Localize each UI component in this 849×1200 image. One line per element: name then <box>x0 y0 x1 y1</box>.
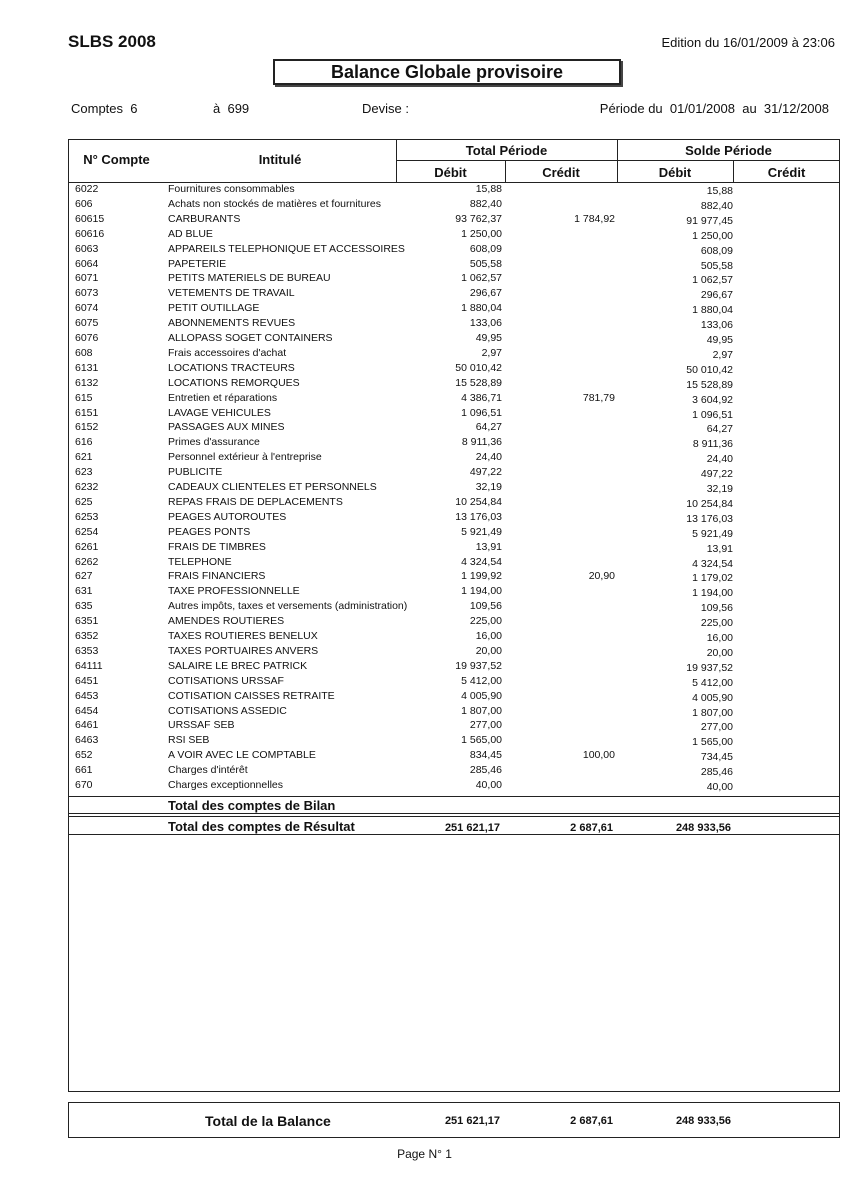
col-header-solde-periode: Solde Période <box>685 143 772 158</box>
account-label: Personnel extérieur à l'entreprise <box>168 451 322 464</box>
col-header-sp-credit: Crédit <box>767 165 806 180</box>
solde-debit: 225,00 <box>700 617 733 630</box>
solde-debit: 1 194,00 <box>692 587 733 600</box>
total-debit: 1 096,51 <box>461 406 502 419</box>
solde-debit: 91 977,45 <box>686 214 733 227</box>
account-label: TAXES PORTUAIRES ANVERS <box>168 644 319 657</box>
solde-debit: 5 921,49 <box>692 527 733 540</box>
solde-debit: 15 528,89 <box>686 378 733 391</box>
table-row <box>69 749 841 764</box>
balance-table <box>68 139 840 1092</box>
account-label: CADEAUX CLIENTELES ET PERSONNELS <box>168 481 377 493</box>
comptes-to-label: à <box>213 101 221 116</box>
account-number: 6451 <box>75 674 99 687</box>
solde-debit: 1 062,57 <box>692 274 733 287</box>
solde-debit: 16,00 <box>706 632 733 644</box>
solde-debit: 10 254,84 <box>686 497 733 510</box>
account-label: URSSAF SEB <box>168 719 235 732</box>
account-label: PETITS MATERIELS DE BUREAU <box>168 272 331 285</box>
account-label: APPAREILS TELEPHONIQUE ET ACCESSOIRES <box>168 242 405 255</box>
devise-label: Devise : <box>362 101 409 116</box>
account-number: 608 <box>75 346 93 359</box>
solde-debit: 1 179,02 <box>692 572 733 585</box>
account-number: 625 <box>75 495 93 508</box>
account-label: Achats non stockés de matières et fournitures <box>168 197 382 210</box>
solde-debit: 13 176,03 <box>686 512 733 525</box>
total-debit: 93 762,37 <box>455 212 502 225</box>
total-credit: 781,79 <box>582 391 615 404</box>
total-debit: 133,06 <box>469 317 502 330</box>
table-row <box>69 764 841 779</box>
resultat-bottom-line <box>69 834 840 835</box>
col-header-num: N° Compte <box>83 152 150 167</box>
solde-debit: 32,19 <box>706 483 733 495</box>
total-debit: 10 254,84 <box>455 495 502 508</box>
solde-debit: 5 412,00 <box>692 676 733 689</box>
account-label: PAPETERIE <box>168 257 227 270</box>
comptes-range-to <box>213 101 249 116</box>
total-balance-label: Total de la Balance <box>205 1113 331 1129</box>
account-label: COTISATIONS URSSAF <box>168 674 284 687</box>
col-header-sp-debit: Débit <box>658 165 692 180</box>
total-debit: 2,97 <box>481 346 502 359</box>
account-label: PEAGES PONTS <box>168 525 251 538</box>
table-row <box>69 228 841 243</box>
table-row <box>69 287 841 302</box>
periode-from: 01/01/2008 <box>669 101 735 116</box>
solde-debit: 608,09 <box>700 244 733 257</box>
account-number: 6253 <box>75 510 99 523</box>
table-row <box>69 511 841 526</box>
account-number: 6353 <box>75 644 99 657</box>
account-number: 661 <box>75 764 93 777</box>
account-number: 6254 <box>75 525 99 538</box>
account-label: Autres impôts, taxes et versements (administration) <box>168 600 408 613</box>
solde-debit: 497,22 <box>700 468 733 481</box>
account-label: ALLOPASS SOGET CONTAINERS <box>168 332 333 344</box>
solde-debit: 285,46 <box>700 766 733 779</box>
comptes-to: 699 <box>227 101 250 116</box>
total-debit: 505,58 <box>469 257 502 270</box>
table-row <box>69 213 841 228</box>
account-number: 6022 <box>75 183 99 195</box>
solde-debit: 1 250,00 <box>692 229 733 242</box>
account-label: VETEMENTS DE TRAVAIL <box>168 287 295 300</box>
solde-debit: 40,00 <box>706 781 733 793</box>
total-debit: 1 807,00 <box>461 704 502 717</box>
account-number: 6071 <box>75 272 99 285</box>
account-label: RSI SEB <box>168 734 210 747</box>
table-row <box>69 734 841 749</box>
solde-debit: 24,40 <box>706 453 733 466</box>
body-bottom-line <box>69 796 840 797</box>
solde-debit: 882,40 <box>700 199 733 212</box>
periode-label: Période du <box>599 101 663 116</box>
account-number: 6461 <box>75 719 99 732</box>
total-debit: 13,91 <box>475 540 502 553</box>
page-number: Page N° 1 <box>397 1147 452 1161</box>
table-row <box>69 615 841 630</box>
solde-debit: 1 565,00 <box>692 736 733 749</box>
account-label: PETIT OUTILLAGE <box>168 302 260 315</box>
total-debit: 1 250,00 <box>461 227 502 240</box>
solde-debit: 296,67 <box>700 289 733 302</box>
account-number: 6073 <box>75 287 99 300</box>
table-row <box>69 272 841 287</box>
account-number: 60616 <box>75 227 105 240</box>
solde-debit: 109,56 <box>700 602 733 615</box>
table-row <box>69 570 841 585</box>
table-row <box>69 407 841 422</box>
table-row <box>69 451 841 466</box>
table-row <box>69 585 841 600</box>
account-number: 60615 <box>75 212 105 225</box>
total-balance-debit: 251 621,17 <box>444 1115 500 1127</box>
total-balance-box <box>68 1102 840 1138</box>
solde-debit: 277,00 <box>700 721 733 734</box>
table-row <box>69 779 841 794</box>
table-row <box>69 719 841 734</box>
account-label: LAVAGE VEHICULES <box>168 406 271 419</box>
account-label: PASSAGES AUX MINES <box>168 421 285 434</box>
header-divider <box>396 160 840 161</box>
total-resultat-solde-debit: 248 933,56 <box>675 822 731 834</box>
account-label: FRAIS DE TIMBRES <box>168 540 266 553</box>
total-debit: 608,09 <box>469 242 502 255</box>
total-resultat-label: Total des comptes de Résultat <box>168 819 355 834</box>
col-header-tp-credit: Crédit <box>542 165 580 180</box>
table-row <box>69 302 841 317</box>
account-number: 6453 <box>75 689 99 702</box>
total-balance-solde-debit: 248 933,56 <box>675 1115 731 1127</box>
table-row <box>69 600 841 615</box>
table-row <box>69 481 841 496</box>
account-label: LOCATIONS REMORQUES <box>168 376 300 389</box>
total-debit: 19 937,52 <box>455 659 502 672</box>
account-label: LOCATIONS TRACTEURS <box>168 361 295 374</box>
table-row <box>69 705 841 720</box>
solde-debit: 49,95 <box>706 334 733 346</box>
account-label: TAXE PROFESSIONNELLE <box>168 585 300 598</box>
table-row <box>69 392 841 407</box>
total-credit: 20,90 <box>588 570 615 583</box>
table-row <box>69 377 841 392</box>
total-debit: 24,40 <box>475 451 502 464</box>
col-header-total-periode: Total Période <box>465 143 548 158</box>
col-header-tp-debit: Débit <box>434 165 467 180</box>
account-number: 621 <box>75 451 93 464</box>
total-debit: 296,67 <box>469 287 502 300</box>
account-number: 6063 <box>75 242 99 255</box>
resultat-top-line <box>69 816 840 817</box>
account-label: Frais accessoires d'achat <box>168 346 287 359</box>
col-header-intitule: Intitulé <box>258 152 302 167</box>
account-label: REPAS FRAIS DE DEPLACEMENTS <box>168 495 343 508</box>
table-row <box>69 421 841 436</box>
total-debit: 882,40 <box>469 197 502 210</box>
account-label: COTISATION CAISSES RETRAITE <box>168 689 335 702</box>
table-row <box>69 660 841 675</box>
comptes-from: 6 <box>130 101 138 116</box>
comptes-label: Comptes <box>71 101 124 116</box>
account-number: 623 <box>75 466 93 479</box>
account-number: 6151 <box>75 406 99 419</box>
account-number: 616 <box>75 436 93 449</box>
total-debit: 277,00 <box>469 719 502 732</box>
total-debit: 8 911,36 <box>461 436 502 449</box>
account-number: 627 <box>75 570 93 583</box>
table-row <box>69 258 841 273</box>
table-row <box>69 332 841 347</box>
account-number: 6261 <box>75 540 99 553</box>
total-debit: 4 386,71 <box>461 391 502 404</box>
solde-debit: 50 010,42 <box>686 363 733 376</box>
total-debit: 5 412,00 <box>461 674 502 687</box>
solde-debit: 734,45 <box>700 751 733 764</box>
total-debit: 834,45 <box>469 749 502 762</box>
table-row <box>69 198 841 213</box>
solde-debit: 8 911,36 <box>692 438 733 451</box>
edition-date: Edition du 16/01/2009 à 23:06 <box>661 35 835 50</box>
account-number: 6132 <box>75 376 99 389</box>
account-label: PEAGES AUTOROUTES <box>168 510 287 523</box>
table-row <box>69 690 841 705</box>
account-number: 6074 <box>75 302 99 315</box>
solde-debit: 133,06 <box>700 319 733 332</box>
total-bilan-label: Total des comptes de Bilan <box>168 798 336 813</box>
solde-debit: 1 807,00 <box>692 706 733 719</box>
total-debit: 4 324,54 <box>461 555 502 568</box>
table-row <box>69 645 841 660</box>
account-number: 6463 <box>75 734 99 747</box>
periode-au: au <box>742 101 757 116</box>
table-row <box>69 556 841 571</box>
total-debit: 1 565,00 <box>461 734 502 747</box>
total-credit: 1 784,92 <box>574 212 615 225</box>
account-label: Charges exceptionnelles <box>168 779 283 791</box>
account-number: 6454 <box>75 704 99 717</box>
total-debit: 40,00 <box>475 779 502 791</box>
account-number: 6262 <box>75 555 99 568</box>
account-number: 652 <box>75 749 93 762</box>
table-row <box>69 183 841 198</box>
total-debit: 15,88 <box>475 183 502 195</box>
periode <box>600 101 829 116</box>
account-label: Fournitures consommables <box>168 183 295 195</box>
table-row <box>69 362 841 377</box>
account-number: 6131 <box>75 361 99 374</box>
account-number: 670 <box>75 779 93 791</box>
total-debit: 225,00 <box>469 615 502 628</box>
account-label: FRAIS FINANCIERS <box>168 570 266 583</box>
total-debit: 13 176,03 <box>455 510 502 523</box>
total-resultat-debit: 251 621,17 <box>444 822 500 834</box>
total-debit: 20,00 <box>475 644 502 657</box>
solde-debit: 13,91 <box>706 542 733 555</box>
account-label: COTISATIONS ASSEDIC <box>168 704 287 717</box>
account-label: Entretien et réparations <box>168 391 278 404</box>
table-row <box>69 317 841 332</box>
total-debit: 1 194,00 <box>461 585 502 598</box>
account-label: CARBURANTS <box>168 212 241 225</box>
total-debit: 1 199,92 <box>461 570 502 583</box>
table-row <box>69 436 841 451</box>
total-debit: 32,19 <box>475 481 502 493</box>
total-debit: 5 921,49 <box>461 525 502 538</box>
report-title: Balance Globale provisoire <box>273 59 621 85</box>
account-label: PUBLICITE <box>168 466 223 479</box>
total-debit: 109,56 <box>469 600 502 613</box>
account-number: 606 <box>75 197 93 210</box>
table-row <box>69 466 841 481</box>
solde-debit: 2,97 <box>712 348 733 361</box>
account-label: Charges d'intérêt <box>168 764 248 777</box>
solde-debit: 505,58 <box>700 259 733 272</box>
account-number: 6351 <box>75 615 99 628</box>
account-label: ABONNEMENTS REVUES <box>168 317 296 330</box>
total-debit: 16,00 <box>475 630 502 642</box>
account-number: 615 <box>75 391 93 404</box>
solde-debit: 4 324,54 <box>692 557 733 570</box>
account-label: A VOIR AVEC LE COMPTABLE <box>168 749 316 762</box>
table-row <box>69 496 841 511</box>
solde-debit: 64,27 <box>706 423 733 436</box>
account-number: 631 <box>75 585 93 598</box>
total-debit: 4 005,90 <box>461 689 502 702</box>
account-number: 64111 <box>75 659 103 672</box>
account-label: TELEPHONE <box>168 555 232 568</box>
table-row <box>69 243 841 258</box>
comptes-range-from <box>71 101 138 116</box>
solde-debit: 4 005,90 <box>692 691 733 704</box>
table-row <box>69 347 841 362</box>
total-debit: 64,27 <box>475 421 502 434</box>
bilan-bottom-line <box>69 813 840 814</box>
table-row <box>69 526 841 541</box>
account-number: 6076 <box>75 332 99 344</box>
account-label: AMENDES ROUTIERES <box>168 615 285 628</box>
account-number: 6075 <box>75 317 99 330</box>
account-number: 6232 <box>75 481 99 493</box>
solde-debit: 20,00 <box>706 646 733 659</box>
table-row <box>69 675 841 690</box>
total-debit: 15 528,89 <box>455 376 502 389</box>
total-balance-credit: 2 687,61 <box>570 1115 613 1127</box>
account-label: SALAIRE LE BREC PATRICK <box>168 659 308 672</box>
total-credit: 100,00 <box>582 749 615 762</box>
table-row <box>69 630 841 645</box>
account-label: TAXES ROUTIERES BENELUX <box>168 630 318 642</box>
account-number: 635 <box>75 600 93 613</box>
solde-debit: 1 880,04 <box>692 304 733 317</box>
total-debit: 1 062,57 <box>461 272 502 285</box>
account-label: Primes d'assurance <box>168 436 260 449</box>
solde-debit: 15,88 <box>706 185 733 197</box>
solde-debit: 1 096,51 <box>692 408 733 421</box>
account-label: AD BLUE <box>168 227 213 240</box>
account-number: 6152 <box>75 421 99 434</box>
total-debit: 1 880,04 <box>461 302 502 315</box>
solde-debit: 3 604,92 <box>692 393 733 406</box>
table-row <box>69 541 841 556</box>
total-resultat-credit: 2 687,61 <box>570 822 613 834</box>
account-number: 6352 <box>75 630 99 642</box>
account-number: 6064 <box>75 257 99 270</box>
total-debit: 50 010,42 <box>455 361 502 374</box>
total-debit: 285,46 <box>469 764 502 777</box>
company-name: SLBS 2008 <box>68 32 156 51</box>
total-debit: 49,95 <box>475 332 502 344</box>
solde-debit: 19 937,52 <box>686 661 733 674</box>
periode-to: 31/12/2008 <box>763 101 829 116</box>
total-debit: 497,22 <box>469 466 502 479</box>
